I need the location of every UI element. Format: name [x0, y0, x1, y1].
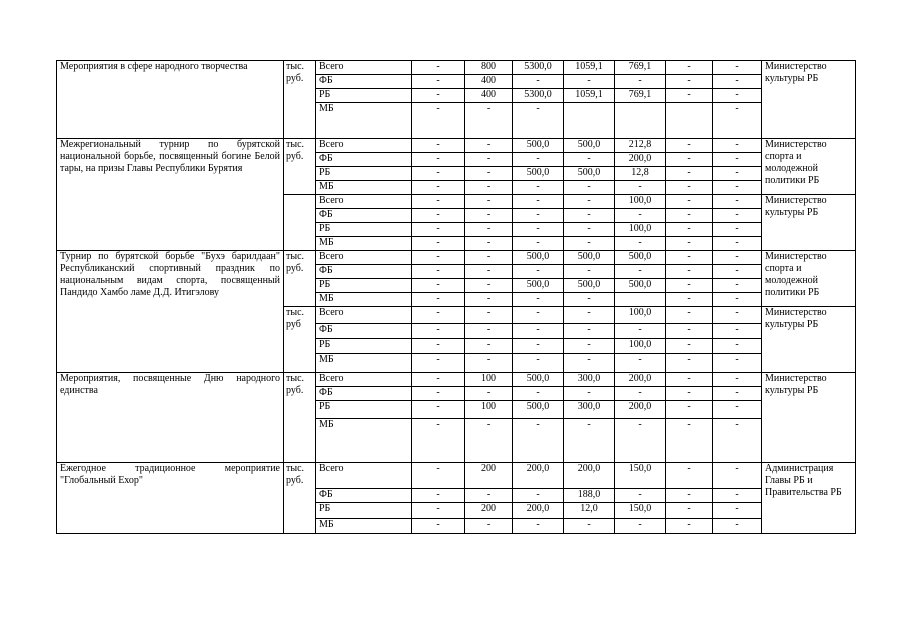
amount-cell: - — [412, 401, 465, 419]
amount-cell: 200,0 — [615, 401, 666, 419]
amount-cell: - — [465, 251, 513, 265]
budget-level-cell: ФБ — [316, 489, 412, 503]
amount-cell: - — [412, 519, 465, 534]
amount-cell: - — [412, 153, 465, 167]
amount-cell: - — [666, 209, 713, 223]
amount-cell: 5300,0 — [513, 89, 564, 103]
amount-cell: 769,1 — [615, 61, 666, 75]
amount-cell: - — [465, 279, 513, 293]
amount-cell: - — [666, 339, 713, 354]
amount-cell: - — [513, 339, 564, 354]
amount-cell: 100,0 — [615, 223, 666, 237]
amount-cell: - — [666, 89, 713, 103]
amount-cell: - — [564, 419, 615, 463]
budget-level-cell: МБ — [316, 103, 412, 139]
amount-cell: - — [666, 139, 713, 153]
amount-cell: - — [713, 251, 762, 265]
amount-cell: 500,0 — [615, 251, 666, 265]
budget-level-cell: РБ — [316, 503, 412, 519]
amount-cell: 1059,1 — [564, 61, 615, 75]
amount-cell: - — [412, 419, 465, 463]
amount-cell: - — [666, 293, 713, 307]
amount-cell: - — [615, 265, 666, 279]
amount-cell: - — [615, 237, 666, 251]
amount-cell: 500,0 — [564, 139, 615, 153]
amount-cell: - — [465, 209, 513, 223]
amount-cell: - — [465, 195, 513, 209]
budget-level-cell: РБ — [316, 401, 412, 419]
budget-level-cell: ФБ — [316, 153, 412, 167]
amount-cell: - — [513, 489, 564, 503]
amount-cell: - — [513, 265, 564, 279]
amount-cell: - — [666, 419, 713, 463]
amount-cell: - — [666, 279, 713, 293]
amount-cell: - — [412, 251, 465, 265]
amount-cell: 300,0 — [564, 373, 615, 387]
amount-cell: - — [564, 181, 615, 195]
amount-cell: - — [412, 489, 465, 503]
amount-cell — [666, 103, 713, 139]
amount-cell: 500,0 — [513, 373, 564, 387]
amount-cell: - — [412, 195, 465, 209]
amount-cell: 100,0 — [615, 339, 666, 354]
amount-cell: - — [412, 139, 465, 153]
amount-cell: - — [615, 519, 666, 534]
budget-level-cell: МБ — [316, 181, 412, 195]
budget-level-cell: РБ — [316, 279, 412, 293]
amount-cell: - — [412, 463, 465, 489]
amount-cell: - — [465, 419, 513, 463]
amount-cell: - — [564, 307, 615, 324]
amount-cell: - — [513, 209, 564, 223]
amount-cell: - — [666, 324, 713, 339]
budget-level-cell: Всего — [316, 373, 412, 387]
amount-cell: 800 — [465, 61, 513, 75]
amount-cell: - — [564, 223, 615, 237]
amount-cell: - — [564, 339, 615, 354]
amount-cell: - — [465, 103, 513, 139]
amount-cell: - — [713, 265, 762, 279]
amount-cell: 200,0 — [564, 463, 615, 489]
amount-cell: - — [465, 489, 513, 503]
amount-cell: 200,0 — [615, 153, 666, 167]
unit-cell: тыс. руб. — [284, 251, 316, 307]
amount-cell: - — [666, 265, 713, 279]
amount-cell: - — [713, 223, 762, 237]
amount-cell: - — [666, 354, 713, 373]
amount-cell: - — [615, 354, 666, 373]
amount-cell: - — [615, 387, 666, 401]
amount-cell: 769,1 — [615, 89, 666, 103]
amount-cell: - — [713, 167, 762, 181]
amount-cell: - — [513, 387, 564, 401]
responsible-executor-cell: Министерство культуры РБ — [762, 195, 856, 251]
amount-cell: 212,8 — [615, 139, 666, 153]
amount-cell: - — [713, 324, 762, 339]
amount-cell: - — [564, 75, 615, 89]
amount-cell: 200,0 — [513, 463, 564, 489]
amount-cell: 1059,1 — [564, 89, 615, 103]
amount-cell: - — [513, 519, 564, 534]
amount-cell: - — [564, 324, 615, 339]
amount-cell: - — [564, 153, 615, 167]
amount-cell: - — [564, 237, 615, 251]
budget-level-cell: МБ — [316, 519, 412, 534]
amount-cell: 12,0 — [564, 503, 615, 519]
amount-cell — [615, 103, 666, 139]
amount-cell: - — [713, 339, 762, 354]
budget-level-cell: ФБ — [316, 265, 412, 279]
amount-cell: - — [465, 237, 513, 251]
budget-level-cell: Всего — [316, 195, 412, 209]
budget-level-cell: ФБ — [316, 324, 412, 339]
amount-cell: - — [513, 195, 564, 209]
amount-cell: - — [412, 265, 465, 279]
responsible-executor-cell: Министерство культуры РБ — [762, 307, 856, 373]
amount-cell: - — [615, 181, 666, 195]
amount-cell: - — [713, 279, 762, 293]
amount-cell: - — [564, 387, 615, 401]
amount-cell: - — [564, 265, 615, 279]
amount-cell: - — [666, 503, 713, 519]
amount-cell: - — [465, 223, 513, 237]
amount-cell: - — [513, 103, 564, 139]
amount-cell: - — [465, 139, 513, 153]
amount-cell: - — [713, 61, 762, 75]
event-name-cell: Мероприятия, посвященные Дню народного единства — [57, 373, 284, 463]
amount-cell: - — [564, 209, 615, 223]
amount-cell: - — [713, 209, 762, 223]
budget-level-cell: ФБ — [316, 387, 412, 401]
amount-cell: - — [412, 89, 465, 103]
amount-cell: - — [666, 463, 713, 489]
amount-cell: - — [713, 489, 762, 503]
amount-cell: - — [713, 307, 762, 324]
amount-cell: - — [465, 181, 513, 195]
amount-cell: 500,0 — [513, 167, 564, 181]
amount-cell: - — [412, 503, 465, 519]
budget-level-cell: РБ — [316, 339, 412, 354]
amount-cell: - — [412, 237, 465, 251]
amount-cell — [615, 293, 666, 307]
amount-cell: 100,0 — [615, 307, 666, 324]
amount-cell: - — [412, 339, 465, 354]
amount-cell: - — [513, 181, 564, 195]
amount-cell: 500,0 — [615, 279, 666, 293]
budget-level-cell: Всего — [316, 463, 412, 489]
budget-level-cell: РБ — [316, 223, 412, 237]
event-name-cell: Мероприятия в сфере народного творчества — [57, 61, 284, 139]
table-row — [57, 373, 856, 387]
amount-cell: - — [666, 373, 713, 387]
amount-cell: - — [666, 519, 713, 534]
unit-cell: тыс. руб. — [284, 139, 316, 195]
amount-cell: - — [513, 75, 564, 89]
amount-cell: - — [412, 61, 465, 75]
amount-cell: 100 — [465, 373, 513, 387]
amount-cell: - — [465, 167, 513, 181]
amount-cell: - — [713, 387, 762, 401]
amount-cell: - — [713, 519, 762, 534]
amount-cell: - — [465, 293, 513, 307]
amount-cell: - — [666, 75, 713, 89]
amount-cell: - — [412, 223, 465, 237]
table-row — [57, 463, 856, 489]
amount-cell: - — [713, 75, 762, 89]
unit-cell — [284, 195, 316, 251]
amount-cell: - — [465, 307, 513, 324]
amount-cell: - — [465, 339, 513, 354]
amount-cell: 150,0 — [615, 463, 666, 489]
amount-cell: - — [412, 373, 465, 387]
responsible-executor-cell: Министерство спорта и молодежной политики РБ — [762, 139, 856, 195]
table-row — [57, 251, 856, 265]
table-row — [57, 61, 856, 75]
amount-cell: - — [713, 89, 762, 103]
amount-cell: 500,0 — [564, 167, 615, 181]
amount-cell: - — [513, 293, 564, 307]
responsible-executor-cell: Министерство культуры РБ — [762, 373, 856, 463]
amount-cell: - — [666, 61, 713, 75]
amount-cell: - — [412, 181, 465, 195]
amount-cell: - — [564, 293, 615, 307]
budget-level-cell: МБ — [316, 237, 412, 251]
amount-cell: 5300,0 — [513, 61, 564, 75]
unit-cell: тыс. руб — [284, 307, 316, 373]
unit-cell: тыс. руб. — [284, 373, 316, 463]
amount-cell: - — [412, 293, 465, 307]
amount-cell: - — [564, 519, 615, 534]
amount-cell: - — [465, 324, 513, 339]
amount-cell: - — [513, 324, 564, 339]
amount-cell: - — [666, 489, 713, 503]
amount-cell: 400 — [465, 75, 513, 89]
amount-cell: - — [713, 153, 762, 167]
budget-level-cell: МБ — [316, 354, 412, 373]
budget-level-cell: Всего — [316, 307, 412, 324]
amount-cell: 150,0 — [615, 503, 666, 519]
amount-cell: - — [666, 307, 713, 324]
budget-level-cell: МБ — [316, 419, 412, 463]
amount-cell: - — [513, 307, 564, 324]
amount-cell: - — [615, 75, 666, 89]
responsible-executor-cell: Министерство культуры РБ — [762, 61, 856, 139]
amount-cell: - — [713, 373, 762, 387]
amount-cell: - — [412, 103, 465, 139]
budget-level-cell: РБ — [316, 89, 412, 103]
amount-cell: - — [615, 419, 666, 463]
amount-cell: - — [666, 153, 713, 167]
amount-cell: - — [713, 401, 762, 419]
amount-cell: - — [513, 237, 564, 251]
amount-cell: - — [465, 519, 513, 534]
amount-cell: 12,8 — [615, 167, 666, 181]
amount-cell: - — [713, 237, 762, 251]
amount-cell: - — [513, 153, 564, 167]
amount-cell: - — [412, 167, 465, 181]
amount-cell: 200 — [465, 503, 513, 519]
amount-cell: 188,0 — [564, 489, 615, 503]
amount-cell: - — [666, 401, 713, 419]
amount-cell: 200,0 — [615, 373, 666, 387]
financing-table — [56, 60, 856, 534]
amount-cell: - — [412, 209, 465, 223]
responsible-executor-cell: Администрация Главы РБ и Правительства РБ — [762, 463, 856, 534]
amount-cell: - — [713, 195, 762, 209]
amount-cell: 200 — [465, 463, 513, 489]
amount-cell: 400 — [465, 89, 513, 103]
amount-cell: - — [465, 265, 513, 279]
amount-cell: - — [513, 419, 564, 463]
responsible-executor-cell: Министерство спорта и молодежной политики РБ — [762, 251, 856, 307]
amount-cell: 500,0 — [513, 251, 564, 265]
budget-level-cell: ФБ — [316, 75, 412, 89]
amount-cell: 500,0 — [513, 401, 564, 419]
budget-level-cell: Всего — [316, 61, 412, 75]
amount-cell — [564, 103, 615, 139]
amount-cell: 500,0 — [513, 279, 564, 293]
amount-cell: - — [412, 387, 465, 401]
amount-cell: 500,0 — [564, 279, 615, 293]
amount-cell: 200,0 — [513, 503, 564, 519]
amount-cell: - — [713, 463, 762, 489]
amount-cell: - — [465, 354, 513, 373]
amount-cell: - — [666, 237, 713, 251]
amount-cell: - — [615, 324, 666, 339]
amount-cell: - — [666, 167, 713, 181]
event-name-cell: Межрегиональный турнир по бурятской национальной борьбе, посвященный богине Белой тары, на призы Главы Республики Бурятия — [57, 139, 284, 251]
amount-cell: - — [465, 387, 513, 401]
amount-cell: 100 — [465, 401, 513, 419]
unit-cell: тыс. руб. — [284, 61, 316, 139]
amount-cell: - — [615, 209, 666, 223]
amount-cell: - — [713, 293, 762, 307]
amount-cell: - — [564, 354, 615, 373]
event-name-cell: Турнир по бурятской борьбе "Бухэ барилдаан" Республиканский спортивный праздник по национальным видам спорта, посвященный Пандидо Хамбо ламе Д.Д. Итигэлову — [57, 251, 284, 373]
budget-level-cell: ФБ — [316, 209, 412, 223]
amount-cell: - — [412, 324, 465, 339]
table-row — [57, 139, 856, 153]
amount-cell: - — [513, 354, 564, 373]
amount-cell: - — [666, 195, 713, 209]
amount-cell: 500,0 — [513, 139, 564, 153]
budget-level-cell: Всего — [316, 251, 412, 265]
amount-cell: - — [666, 223, 713, 237]
amount-cell: 100,0 — [615, 195, 666, 209]
amount-cell: - — [713, 103, 762, 139]
amount-cell: - — [412, 307, 465, 324]
amount-cell: - — [713, 419, 762, 463]
amount-cell: - — [615, 489, 666, 503]
budget-level-cell: РБ — [316, 167, 412, 181]
amount-cell: - — [412, 279, 465, 293]
amount-cell: 300,0 — [564, 401, 615, 419]
amount-cell: - — [513, 223, 564, 237]
amount-cell: - — [713, 181, 762, 195]
amount-cell: 500,0 — [564, 251, 615, 265]
amount-cell: - — [465, 153, 513, 167]
amount-cell: - — [564, 195, 615, 209]
amount-cell: - — [666, 387, 713, 401]
amount-cell: - — [412, 354, 465, 373]
amount-cell: - — [713, 503, 762, 519]
amount-cell: - — [713, 139, 762, 153]
budget-level-cell: МБ — [316, 293, 412, 307]
unit-cell: тыс. руб. — [284, 463, 316, 534]
amount-cell: - — [666, 251, 713, 265]
amount-cell: - — [666, 181, 713, 195]
event-name-cell: Ежегодное традиционное мероприятие "Глобальный Ехор" — [57, 463, 284, 534]
amount-cell: - — [713, 354, 762, 373]
amount-cell: - — [412, 75, 465, 89]
budget-level-cell: Всего — [316, 139, 412, 153]
